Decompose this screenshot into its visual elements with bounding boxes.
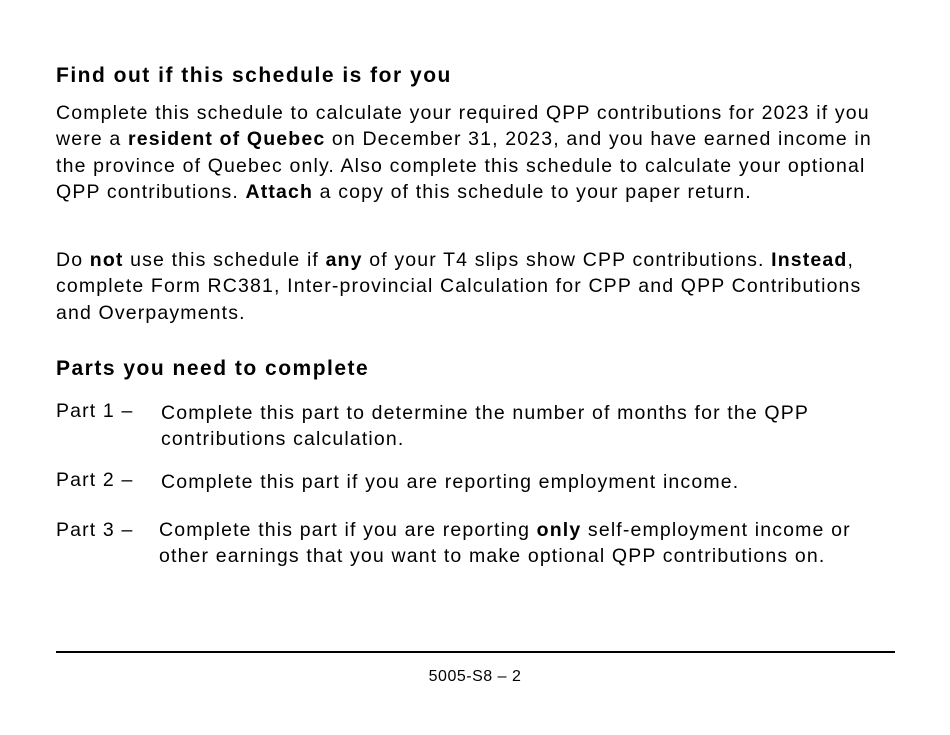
part-description <box>159 517 859 569</box>
intro-paragraph <box>56 100 896 205</box>
part-label: Part 2 – <box>56 469 134 491</box>
part-label: Part 3 – <box>56 519 134 541</box>
exclusion-paragraph <box>56 247 896 326</box>
text-run: of your T4 slips show CPP contributions. <box>362 249 772 271</box>
bold-run: Instead <box>771 249 848 271</box>
section-heading-parts: Parts you need to complete <box>56 357 370 380</box>
bold-run: any <box>325 249 363 271</box>
text-run: Complete this part if you are reporting <box>159 519 537 541</box>
footer-divider <box>56 651 895 653</box>
bold-run: resident of Quebec <box>128 128 326 151</box>
bold-run: only <box>536 519 582 541</box>
bold-run: Attach <box>245 180 314 203</box>
text-run: Complete this schedule to calculate your required QPP contributions for 2023 if you were a <box>56 102 870 151</box>
text-run: on December 31, 2023, and you have earned income in the province of Quebec only. Also complete this schedule to calculate your optional QPP contributions. <box>56 128 872 203</box>
part-description: Complete this part if you are reporting employment income. <box>161 471 740 493</box>
part-description: Complete this part to determine the number of months for the QPP contributions calculation. <box>161 402 809 450</box>
text-run: self-employment income or other earnings that you want to make optional QPP contributions on. <box>159 519 851 567</box>
bold-run: not <box>89 249 124 271</box>
page-footer-id: 5005-S8 – 2 <box>428 668 522 685</box>
text-run: use this schedule if <box>123 249 326 271</box>
text-run: a copy of this schedule to your paper return. <box>313 180 752 203</box>
text-run: Do <box>56 249 90 271</box>
section-heading-find-out: Find out if this schedule is for you <box>56 64 452 87</box>
text-run: , complete Form RC381, Inter-provincial Calculation for CPP and QPP Contributions and Overpayments. <box>56 249 862 324</box>
part-label: Part 1 – <box>56 400 134 422</box>
